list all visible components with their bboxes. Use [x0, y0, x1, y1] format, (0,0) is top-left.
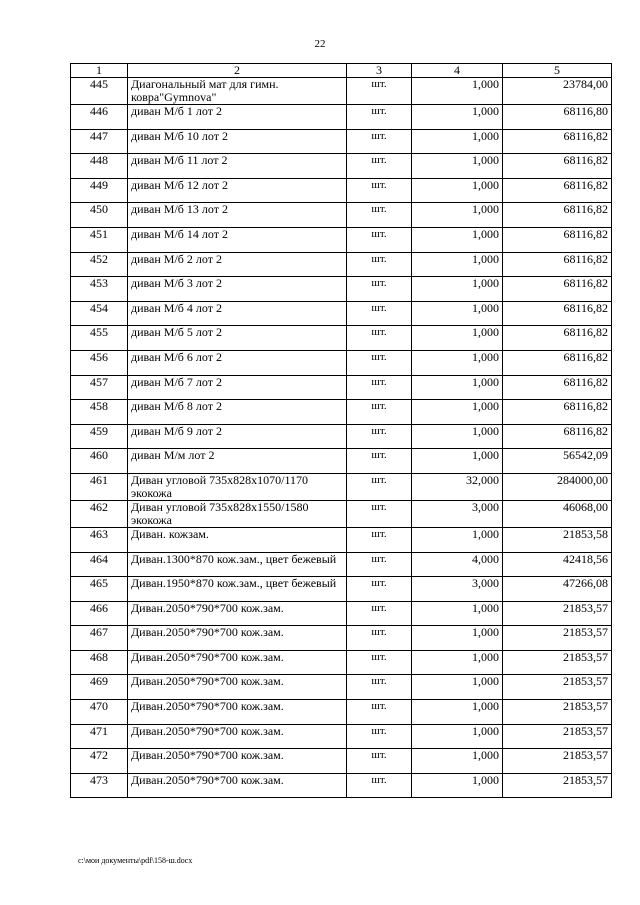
- cell-name: Диван.2050*790*700 кож.зам.: [128, 700, 347, 725]
- table-row: [71, 527, 612, 552]
- cell-price: 284000,00: [503, 473, 612, 500]
- cell-qty: 1,000: [412, 227, 503, 252]
- cell-price: 68116,82: [503, 154, 612, 179]
- column-header: 2: [128, 64, 347, 78]
- cell-num: 473: [71, 773, 128, 798]
- cell-num: 460: [71, 449, 128, 474]
- column-header: 3: [347, 64, 412, 78]
- cell-name: диван М/б 9 лот 2: [128, 424, 347, 449]
- cell-qty: 1,000: [412, 203, 503, 228]
- cell-unit: шт.: [347, 350, 412, 375]
- cell-name: диван М/б 6 лот 2: [128, 350, 347, 375]
- cell-unit: шт.: [347, 552, 412, 577]
- table-row: [71, 203, 612, 228]
- cell-name: диван М/б 7 лот 2: [128, 375, 347, 400]
- cell-num: 458: [71, 400, 128, 425]
- cell-num: 462: [71, 500, 128, 527]
- cell-name: диван М/б 14 лот 2: [128, 227, 347, 252]
- cell-name: Диван угловой 735х828х1070/1170 экокожа: [128, 473, 347, 500]
- cell-price: 56542,09: [503, 449, 612, 474]
- cell-name: Диван.2050*790*700 кож.зам.: [128, 749, 347, 774]
- cell-name: Диван.2050*790*700 кож.зам.: [128, 724, 347, 749]
- cell-qty: 1,000: [412, 724, 503, 749]
- cell-qty: 1,000: [412, 601, 503, 626]
- inventory-table: [70, 63, 612, 798]
- cell-unit: шт.: [347, 601, 412, 626]
- cell-unit: шт.: [347, 400, 412, 425]
- cell-qty: 1,000: [412, 277, 503, 302]
- table-body: [71, 78, 612, 798]
- cell-price: 42418,56: [503, 552, 612, 577]
- cell-unit: шт.: [347, 773, 412, 798]
- cell-unit: шт.: [347, 277, 412, 302]
- cell-price: 68116,82: [503, 178, 612, 203]
- cell-name: диван М/б 8 лот 2: [128, 400, 347, 425]
- table-row: [71, 129, 612, 154]
- table-row: [71, 375, 612, 400]
- cell-num: 464: [71, 552, 128, 577]
- cell-name: диван М/м лот 2: [128, 449, 347, 474]
- table-row: [71, 301, 612, 326]
- cell-num: 470: [71, 700, 128, 725]
- cell-price: 47266,08: [503, 577, 612, 602]
- cell-price: 68116,80: [503, 105, 612, 130]
- cell-unit: шт.: [347, 78, 412, 105]
- cell-price: 68116,82: [503, 424, 612, 449]
- cell-qty: 1,000: [412, 749, 503, 774]
- header-row: [71, 64, 612, 78]
- cell-unit: шт.: [347, 473, 412, 500]
- cell-qty: 1,000: [412, 527, 503, 552]
- table-row: [71, 577, 612, 602]
- cell-price: 68116,82: [503, 227, 612, 252]
- cell-qty: 1,000: [412, 326, 503, 351]
- cell-num: 463: [71, 527, 128, 552]
- cell-price: 21853,57: [503, 601, 612, 626]
- cell-name: диван М/б 11 лот 2: [128, 154, 347, 179]
- cell-price: 68116,82: [503, 129, 612, 154]
- cell-num: 452: [71, 252, 128, 277]
- cell-qty: 1,000: [412, 178, 503, 203]
- cell-name: Диван.2050*790*700 кож.зам.: [128, 626, 347, 651]
- cell-qty: 1,000: [412, 252, 503, 277]
- cell-price: 68116,82: [503, 375, 612, 400]
- cell-qty: 1,000: [412, 154, 503, 179]
- cell-price: 68116,82: [503, 326, 612, 351]
- cell-price: 23784,00: [503, 78, 612, 105]
- cell-name: Диван.2050*790*700 кож.зам.: [128, 601, 347, 626]
- table-row: [71, 724, 612, 749]
- table-row: [71, 252, 612, 277]
- cell-unit: шт.: [347, 252, 412, 277]
- cell-qty: 1,000: [412, 105, 503, 130]
- cell-qty: 1,000: [412, 675, 503, 700]
- table-row: [71, 400, 612, 425]
- cell-price: 68116,82: [503, 252, 612, 277]
- cell-qty: 1,000: [412, 449, 503, 474]
- column-header: 5: [503, 64, 612, 78]
- cell-qty: 32,000: [412, 473, 503, 500]
- cell-num: 472: [71, 749, 128, 774]
- table-row: [71, 473, 612, 500]
- cell-unit: шт.: [347, 449, 412, 474]
- cell-name: диван М/б 4 лот 2: [128, 301, 347, 326]
- table-row: [71, 700, 612, 725]
- cell-unit: шт.: [347, 203, 412, 228]
- cell-name: диван М/б 13 лот 2: [128, 203, 347, 228]
- cell-unit: шт.: [347, 500, 412, 527]
- footer-file-path: c:\мои документы\pdf\158-ш.docx: [78, 856, 193, 865]
- cell-num: 469: [71, 675, 128, 700]
- cell-price: 68116,82: [503, 301, 612, 326]
- cell-qty: 1,000: [412, 301, 503, 326]
- cell-name: Диван.1950*870 кож.зам., цвет бежевый: [128, 577, 347, 602]
- cell-unit: шт.: [347, 105, 412, 130]
- table-row: [71, 675, 612, 700]
- cell-unit: шт.: [347, 724, 412, 749]
- cell-unit: шт.: [347, 749, 412, 774]
- cell-unit: шт.: [347, 650, 412, 675]
- table-row: [71, 350, 612, 375]
- cell-qty: 1,000: [412, 700, 503, 725]
- cell-unit: шт.: [347, 375, 412, 400]
- table-row: [71, 650, 612, 675]
- cell-name: Диван.2050*790*700 кож.зам.: [128, 650, 347, 675]
- cell-unit: шт.: [347, 675, 412, 700]
- cell-num: 446: [71, 105, 128, 130]
- cell-name: Диван. кожзам.: [128, 527, 347, 552]
- cell-qty: 1,000: [412, 773, 503, 798]
- cell-price: 21853,57: [503, 675, 612, 700]
- cell-num: 451: [71, 227, 128, 252]
- cell-unit: шт.: [347, 129, 412, 154]
- cell-qty: 3,000: [412, 500, 503, 527]
- cell-num: 445: [71, 78, 128, 105]
- cell-unit: шт.: [347, 178, 412, 203]
- cell-num: 453: [71, 277, 128, 302]
- cell-num: 454: [71, 301, 128, 326]
- table-row: [71, 500, 612, 527]
- cell-num: 467: [71, 626, 128, 651]
- cell-price: 21853,57: [503, 626, 612, 651]
- table-row: [71, 449, 612, 474]
- cell-price: 46068,00: [503, 500, 612, 527]
- page-number: 22: [314, 38, 326, 50]
- cell-qty: 1,000: [412, 424, 503, 449]
- cell-num: 466: [71, 601, 128, 626]
- cell-num: 456: [71, 350, 128, 375]
- cell-name: диван М/б 10 лот 2: [128, 129, 347, 154]
- table-row: [71, 78, 612, 105]
- cell-name: Диван.1300*870 кож.зам., цвет бежевый: [128, 552, 347, 577]
- cell-num: 459: [71, 424, 128, 449]
- cell-num: 449: [71, 178, 128, 203]
- cell-price: 21853,57: [503, 773, 612, 798]
- cell-unit: шт.: [347, 527, 412, 552]
- cell-name: диван М/б 3 лот 2: [128, 277, 347, 302]
- cell-qty: 1,000: [412, 78, 503, 105]
- cell-num: 450: [71, 203, 128, 228]
- cell-qty: 1,000: [412, 129, 503, 154]
- table-row: [71, 105, 612, 130]
- cell-qty: 1,000: [412, 375, 503, 400]
- cell-price: 68116,82: [503, 203, 612, 228]
- table-row: [71, 626, 612, 651]
- table-row: [71, 424, 612, 449]
- cell-price: 68116,82: [503, 350, 612, 375]
- cell-num: 465: [71, 577, 128, 602]
- cell-unit: шт.: [347, 301, 412, 326]
- table-row: [71, 326, 612, 351]
- cell-price: 21853,58: [503, 527, 612, 552]
- cell-num: 471: [71, 724, 128, 749]
- cell-name: диван М/б 1 лот 2: [128, 105, 347, 130]
- cell-name: Диван.2050*790*700 кож.зам.: [128, 773, 347, 798]
- cell-num: 461: [71, 473, 128, 500]
- table-row: [71, 749, 612, 774]
- cell-qty: 1,000: [412, 400, 503, 425]
- table-row: [71, 773, 612, 798]
- cell-price: 68116,82: [503, 400, 612, 425]
- cell-name: Диван.2050*790*700 кож.зам.: [128, 675, 347, 700]
- cell-price: 21853,57: [503, 724, 612, 749]
- cell-num: 468: [71, 650, 128, 675]
- cell-price: 21853,57: [503, 650, 612, 675]
- table-row: [71, 178, 612, 203]
- cell-num: 447: [71, 129, 128, 154]
- column-header: 1: [71, 64, 128, 78]
- table-row: [71, 227, 612, 252]
- cell-qty: 4,000: [412, 552, 503, 577]
- cell-unit: шт.: [347, 424, 412, 449]
- cell-price: 21853,57: [503, 749, 612, 774]
- cell-qty: 1,000: [412, 626, 503, 651]
- table-row: [71, 601, 612, 626]
- cell-unit: шт.: [347, 700, 412, 725]
- cell-price: 68116,82: [503, 277, 612, 302]
- cell-unit: шт.: [347, 154, 412, 179]
- cell-name: диван М/б 12 лот 2: [128, 178, 347, 203]
- cell-unit: шт.: [347, 326, 412, 351]
- cell-num: 455: [71, 326, 128, 351]
- cell-name: Диван угловой 735х828х1550/1580 экокожа: [128, 500, 347, 527]
- cell-name: диван М/б 2 лот 2: [128, 252, 347, 277]
- cell-price: 21853,57: [503, 700, 612, 725]
- cell-name: Диагональный мат для гимн. ковра"Gymnova": [128, 78, 347, 105]
- cell-qty: 1,000: [412, 350, 503, 375]
- cell-unit: шт.: [347, 227, 412, 252]
- cell-name: диван М/б 5 лот 2: [128, 326, 347, 351]
- cell-unit: шт.: [347, 626, 412, 651]
- cell-unit: шт.: [347, 577, 412, 602]
- cell-qty: 3,000: [412, 577, 503, 602]
- table-row: [71, 154, 612, 179]
- cell-qty: 1,000: [412, 650, 503, 675]
- table-row: [71, 552, 612, 577]
- cell-num: 448: [71, 154, 128, 179]
- table-row: [71, 277, 612, 302]
- column-header: 4: [412, 64, 503, 78]
- cell-num: 457: [71, 375, 128, 400]
